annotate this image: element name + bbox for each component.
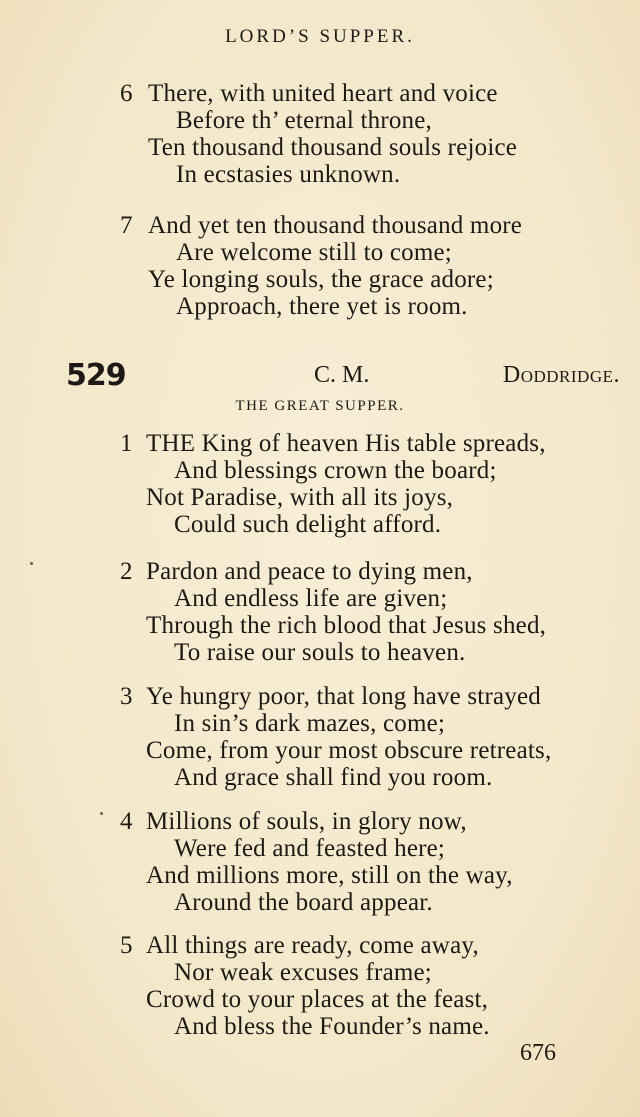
stanza-number: 2 — [120, 558, 133, 585]
verse-line: Before th’ eternal throne, — [176, 107, 433, 134]
paper-speck — [100, 812, 103, 815]
page-number: 676 — [520, 1040, 556, 1066]
verse-line: Crowd to your places at the feast, — [146, 986, 489, 1013]
verse-line: Could such delight afford. — [174, 511, 442, 538]
stanza-number: 1 — [120, 430, 133, 457]
stanza-number: 3 — [120, 683, 133, 710]
verse-line: And endless life are given; — [174, 585, 448, 612]
hymn-number: 529 — [66, 358, 126, 393]
verse-line: Around the board appear. — [174, 889, 433, 916]
verse-line: And blessings crown the board; — [174, 457, 497, 484]
hymn-title: THE GREAT SUPPER. — [235, 398, 405, 414]
paper-speck — [30, 562, 33, 565]
running-header: LORD’S SUPPER. — [225, 26, 415, 47]
verse-line: And millions more, still on the way, — [146, 862, 513, 889]
verse-line: In sin’s dark mazes, come; — [174, 710, 446, 737]
verse-line: And grace shall find you room. — [174, 764, 493, 791]
verse-line: And bless the Founder’s name. — [174, 1013, 490, 1040]
verse-line: Nor weak excuses frame; — [174, 959, 432, 986]
verse-line: Ye longing souls, the grace adore; — [148, 266, 494, 293]
verse-line: Are welcome still to come; — [176, 239, 452, 266]
stanza-number: 4 — [120, 808, 133, 835]
verse-line: Ten thousand thousand souls rejoice — [148, 134, 518, 161]
verse-line: Pardon and peace to dying men, — [146, 558, 473, 585]
verse-line: All things are ready, come away, — [146, 932, 479, 959]
stanza-number: 5 — [120, 932, 133, 959]
verse-line: Approach, there yet is room. — [176, 293, 468, 320]
verse-line: To raise our souls to heaven. — [174, 639, 466, 666]
verse-line: In ecstasies unknown. — [176, 161, 401, 188]
verse-line: Through the rich blood that Jesus shed, — [146, 612, 547, 639]
verse-line: Millions of souls, in glory now, — [146, 808, 467, 835]
verse-line: Not Paradise, with all its joys, — [146, 484, 454, 511]
verse-line: THE King of heaven His table spreads, — [146, 430, 546, 457]
verse-line: There, with united heart and voice — [148, 80, 498, 107]
stanza-number: 6 — [120, 80, 133, 107]
verse-line: Ye hungry poor, that long have strayed — [146, 683, 541, 710]
hymn-meter: C. M. — [314, 362, 370, 388]
hymn-author: Doddridge. — [502, 362, 620, 388]
verse-line: And yet ten thousand thousand more — [148, 212, 523, 239]
stanza-number: 7 — [120, 212, 133, 239]
verse-line: Come, from your most obscure retreats, — [146, 737, 552, 764]
verse-line: Were fed and feasted here; — [174, 835, 446, 862]
